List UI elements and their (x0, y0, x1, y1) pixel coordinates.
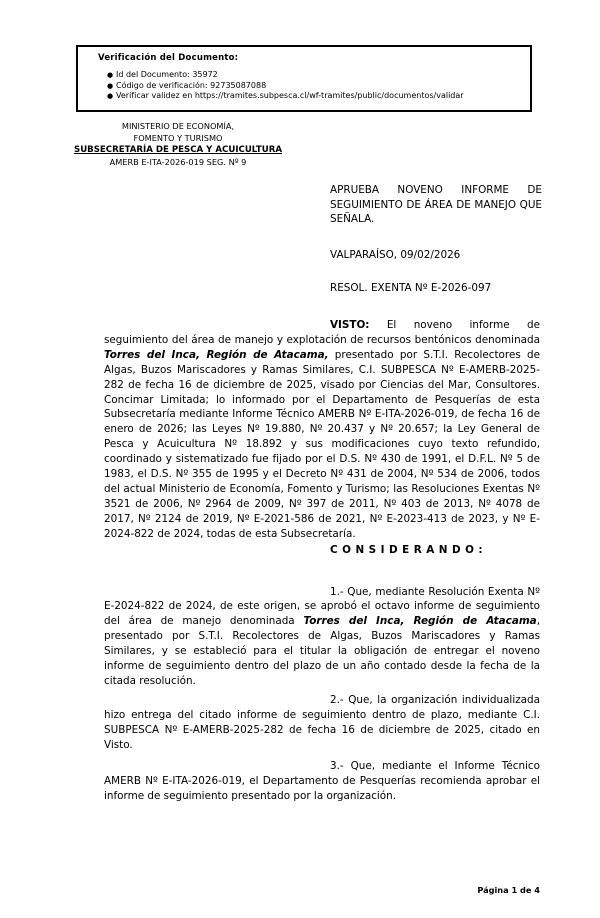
verification-box-title: Verificación del Documento: (98, 53, 239, 63)
visto-paragraph (104, 318, 540, 542)
ministry-line-2: FOMENTO Y TURISMO (133, 133, 223, 143)
bullet-icon: ● (107, 71, 114, 79)
list-item-verification-code (107, 81, 522, 92)
verification-code-text: Código de verificación: 92735087088 (116, 80, 267, 90)
paragraph-1-area-name: Torres del Inca, Región de Atacama (303, 615, 537, 628)
bullet-icon: ● (107, 81, 114, 90)
document-body (104, 318, 540, 804)
verification-list (107, 70, 522, 102)
visto-text-2: presentado por S.T.I. Recolectores de Algas, Buzos Mariscadores y Ramas Similares, C.I. SUBPESCA Nº E-AMERB-2025-282 de fecha 16 de diciembre de 2025, visado por Ciencias del Mar, Consultores. Concimar Limitada; lo informado por el Departamento de Pesquerías de esta Subsecretaría mediante Informe Técnico AMERB Nº E-ITA-2026-019, de fecha 16 de enero de 2026; las Leyes Nº 19.880, Nº 20.437 y Nº 20.657; la Ley General de Pesca y Acuicultura Nº 18.892 y sus modificaciones cuyo texto refundido, coordinado y sistematizado fue fijado por el D.S. Nº 430 de 1991, el D.F.L. Nº 5 de 1983, el D.S. Nº 355 de 1995 y el Decreto Nº 431 de 2004, Nº 534 de 2006, todos del actual Ministerio de Economía, Fomento y Turismo; las Resoluciones Exentas Nº 3521 de 2006, Nº 2964 de 2009, Nº 397 de 2011, Nº 403 de 2013, Nº 4078 de 2017, Nº 2124 de 2019, Nº E-2021-586 de 2021, Nº E-2023-413 de 2023, y Nº E-2024-822 de 2024, todas de esta Subsecretaría. (104, 348, 540, 540)
subsecretaria-title: SUBSECRETARÍA DE PESCA Y ACUICULTURA (74, 145, 282, 155)
ministry-line-1: MINISTERIO DE ECONOMÍA, (121, 121, 235, 131)
list-item-document-id (107, 70, 522, 81)
paragraph-1-text-2: , presentado por S.T.I. Recolectores de Algas, Buzos Mariscadores y Ramas Similares, y se estableció para el titular la obligación de entregar el noveno informe de seguimiento dentro del plazo de un año contado desde la fecha de la citada resolución. (104, 615, 540, 687)
page-indicator: Página 1 de 4 (477, 885, 540, 895)
considerando-heading: CONSIDERANDO: (330, 543, 488, 556)
visto-area-name: Torres del Inca, Región de Atacama, (104, 348, 329, 361)
paragraph-1-text-1: 1.- Que, mediante Resolución Exenta Nº E-2024-822 de 2024, de este origen, se aprobó el octavo informe de seguimiento del área de manejo denominada (104, 585, 540, 628)
verification-box (76, 45, 532, 112)
amerb-reference: AMERB E-ITA-2026-019 SEG. Nº 9 (109, 157, 247, 167)
resolution-number: RESOL. EXENTA Nº E-2026-097 (330, 282, 492, 294)
letterhead (44, 120, 312, 168)
bullet-icon: ● (107, 92, 114, 100)
considerando-paragraph-3: 3.- Que, mediante el Informe Técnico AMERB Nº E-ITA-2026-019, el Departamento de Pesquerías recomienda aprobar el informe de seguimiento presentado por la organización. (104, 760, 540, 803)
considerando-paragraph-2: 2.- Que, la organización individualizada hizo entrega del citado informe de seguimiento dentro de plazo, mediante C.I. SUBPESCA Nº E-AMERB-2025-282 de fecha 16 de diciembre de 2025, citado en Visto. (104, 693, 540, 751)
list-item-validation-url (107, 91, 522, 102)
resolution-subject: APRUEBA NOVENO INFORME DE SEGUIMIENTO DE ÁREA DE MANEJO QUE SEÑALA. (330, 184, 542, 226)
visto-label: VISTO: (330, 319, 370, 331)
place-and-date: VALPARAÍSO, 09/02/2026 (330, 249, 461, 261)
visto-text-1: El noveno informe de seguimiento del área de manejo y explotación de recursos bentónicos denominada (104, 319, 540, 346)
validation-url-text: Verificar validez en https://tramites.subpesca.cl/wf-tramites/public/documentos/validar (116, 91, 464, 100)
document-id-text: Id del Documento: 35972 (116, 70, 218, 79)
considerando-paragraph-1 (104, 585, 540, 689)
